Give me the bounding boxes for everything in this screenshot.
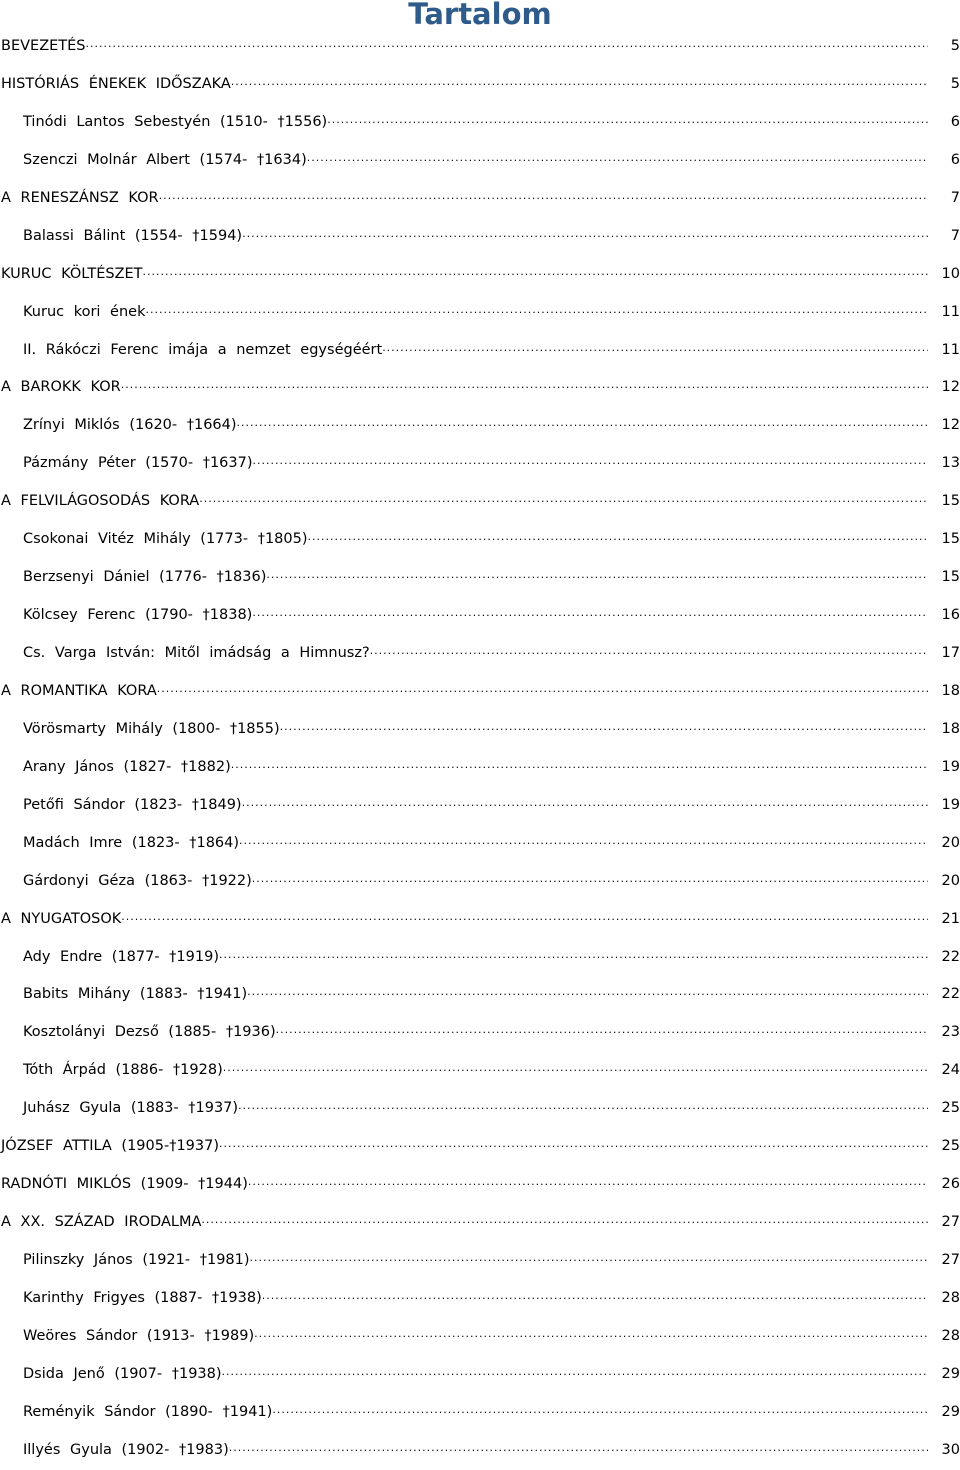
toc-page-number: 15 xyxy=(941,493,960,510)
toc-page-number: 22 xyxy=(941,948,960,965)
toc-entry-label: A XX. SZÁZAD IRODALMA xyxy=(1,1214,202,1231)
toc-entry-label: Gárdonyi Géza (1863- †1922) xyxy=(23,872,252,889)
toc-entry-label: Pázmány Péter (1570- †1637) xyxy=(23,455,253,472)
toc-subsection-entry[interactable] xyxy=(0,559,960,597)
toc-entry-label: Balassi Bálint (1554- †1594) xyxy=(23,227,243,244)
toc-entry-label: Kuruc kori ének xyxy=(23,303,146,320)
toc-section-entry[interactable] xyxy=(0,673,960,711)
toc-page-number: 27 xyxy=(941,1252,960,1268)
toc-dot-leader xyxy=(86,38,928,50)
toc-dot-leader xyxy=(219,1138,928,1150)
toc-dot-leader xyxy=(307,152,928,164)
toc-entry-label: Zrínyi Miklós (1620- †1664) xyxy=(23,417,237,434)
toc-dot-leader xyxy=(159,190,928,202)
toc-section-entry[interactable] xyxy=(0,1166,960,1204)
toc-dot-leader xyxy=(121,911,928,923)
toc-entry-label: Berzsenyi Dániel (1776- †1836) xyxy=(23,569,267,586)
toc-subsection-entry[interactable] xyxy=(0,863,960,901)
toc-entry-label: Juhász Gyula (1883- †1937) xyxy=(23,1100,239,1117)
toc-dot-leader xyxy=(247,986,928,998)
toc-subsection-entry[interactable] xyxy=(0,332,960,370)
toc-entry-label: BEVEZETÉS xyxy=(1,38,86,54)
toc-entry-label: A RENESZÁNSZ KOR xyxy=(1,189,159,206)
toc-entry-label: Babits Mihány (1883- †1941) xyxy=(23,986,248,1003)
toc-section-entry[interactable] xyxy=(0,901,960,939)
toc-page-number: 15 xyxy=(941,531,960,548)
toc-entry-label: Karinthy Frigyes (1887- †1938) xyxy=(23,1289,262,1306)
toc-dot-leader xyxy=(199,493,928,505)
toc-subsection-entry[interactable] xyxy=(0,1052,960,1090)
toc-page-number: 23 xyxy=(941,1024,960,1041)
toc-subsection-entry[interactable] xyxy=(0,407,960,445)
toc-dot-leader xyxy=(254,1328,928,1340)
toc-page-number: 13 xyxy=(941,455,960,472)
toc-dot-leader xyxy=(272,1404,928,1416)
toc-page-number: 18 xyxy=(941,682,960,699)
toc-subsection-entry[interactable] xyxy=(0,1432,960,1470)
toc-dot-leader xyxy=(239,835,928,847)
toc-dot-leader xyxy=(382,342,928,354)
toc-entry-label: Madách Imre (1823- †1864) xyxy=(23,834,240,851)
toc-dot-leader xyxy=(266,569,928,581)
toc-entry-label: Arany János (1827- †1882) xyxy=(23,758,231,775)
toc-entry-label: Pilinszky János (1921- †1981) xyxy=(23,1252,250,1268)
toc-section-entry[interactable] xyxy=(0,28,960,66)
toc-entry-label: Tóth Árpád (1886- †1928) xyxy=(23,1062,223,1079)
toc-entry-label: Cs. Varga István: Mitől imádság a Himnusz? xyxy=(23,645,370,661)
toc-entry-label: JÓZSEF ATTILA (1905-†1937) xyxy=(1,1138,220,1155)
toc-subsection-entry[interactable] xyxy=(0,1242,960,1280)
toc-page-number: 29 xyxy=(941,1403,960,1420)
toc-dot-leader xyxy=(327,114,928,126)
toc-subsection-entry[interactable] xyxy=(0,142,960,180)
toc-dot-leader xyxy=(222,1366,928,1378)
toc-subsection-entry[interactable] xyxy=(0,787,960,825)
toc-dot-leader xyxy=(121,379,928,391)
toc-page-number: 6 xyxy=(950,151,960,168)
toc-subsection-entry[interactable] xyxy=(0,1090,960,1128)
toc-dot-leader xyxy=(229,1442,928,1454)
toc-section-entry[interactable] xyxy=(0,1128,960,1166)
toc-subsection-entry[interactable] xyxy=(0,939,960,977)
toc-subsection-entry[interactable] xyxy=(0,1318,960,1356)
toc-entry-label: II. Rákóczi Ferenc imája a nemzet egységéért xyxy=(23,341,383,358)
toc-dot-leader xyxy=(242,797,928,809)
toc-dot-leader xyxy=(219,949,928,961)
toc-entry-label: Szenczi Molnár Albert (1574- †1634) xyxy=(23,151,307,168)
toc-dot-leader xyxy=(280,721,928,733)
toc-section-entry[interactable] xyxy=(0,66,960,104)
toc-page-number: 11 xyxy=(941,303,960,320)
toc-page-number: 18 xyxy=(941,720,960,737)
toc-dot-leader xyxy=(157,683,928,695)
toc-subsection-entry[interactable] xyxy=(0,711,960,749)
toc-dot-leader xyxy=(143,266,928,278)
toc-page-number: 15 xyxy=(941,569,960,586)
toc-entry-label: KURUC KÖLTÉSZET xyxy=(1,265,143,282)
toc-subsection-entry[interactable] xyxy=(0,218,960,256)
toc-dot-leader xyxy=(238,1100,928,1112)
toc-entry-label: Kosztolányi Dezső (1885- †1936) xyxy=(23,1024,276,1041)
toc-page-number: 17 xyxy=(941,645,960,661)
toc-dot-leader xyxy=(276,1024,928,1036)
toc-subsection-entry[interactable] xyxy=(0,104,960,142)
toc-page-number: 10 xyxy=(941,265,960,282)
toc-entry-label: HISTÓRIÁS ÉNEKEK IDŐSZAKA xyxy=(1,75,231,92)
toc-page-number: 7 xyxy=(950,189,960,206)
toc-dot-leader xyxy=(252,873,928,885)
toc-entry-label: A BAROKK KOR xyxy=(1,379,121,396)
toc-section-entry[interactable] xyxy=(0,369,960,407)
toc-section-entry[interactable] xyxy=(0,180,960,218)
toc-page-number: 25 xyxy=(941,1100,960,1117)
toc-page-number: 20 xyxy=(941,872,960,889)
toc-page-number: 22 xyxy=(941,986,960,1003)
toc-entry-label: Vörösmarty Mihály (1800- †1855) xyxy=(23,720,280,737)
toc-page-number: 12 xyxy=(941,417,960,434)
toc-entry-label: RADNÓTI MIKLÓS (1909- †1944) xyxy=(1,1176,248,1193)
toc-entry-label: Illyés Gyula (1902- †1983) xyxy=(23,1441,229,1458)
toc-entry-label: A FELVILÁGOSODÁS KORA xyxy=(1,493,200,510)
toc-dot-leader xyxy=(250,1252,928,1264)
toc-subsection-entry[interactable] xyxy=(0,1356,960,1394)
toc-entry-label: Petőfi Sándor (1823- †1849) xyxy=(23,796,242,813)
toc-page-number: 29 xyxy=(941,1365,960,1382)
toc-dot-leader xyxy=(201,1214,928,1226)
toc-page-number: 26 xyxy=(941,1176,960,1193)
toc-dot-leader xyxy=(242,228,928,240)
toc-entry-label: Kölcsey Ferenc (1790- †1838) xyxy=(23,607,253,624)
toc-dot-leader xyxy=(231,759,928,771)
toc-page-number: 12 xyxy=(941,379,960,396)
toc-section-entry[interactable] xyxy=(0,1204,960,1242)
toc-page-number: 5 xyxy=(950,38,960,54)
toc-page-number: 11 xyxy=(941,341,960,358)
toc-subsection-entry[interactable] xyxy=(0,976,960,1014)
toc-dot-leader xyxy=(308,531,928,543)
toc-subsection-entry[interactable] xyxy=(0,1280,960,1318)
toc-dot-leader xyxy=(252,607,928,619)
toc-dot-leader xyxy=(223,1062,928,1074)
toc-entry-label: Csokonai Vitéz Mihály (1773- †1805) xyxy=(23,531,308,548)
toc-subsection-entry[interactable] xyxy=(0,294,960,332)
toc-dot-leader xyxy=(370,645,928,657)
toc-page-number: 5 xyxy=(950,75,960,92)
toc-page-number: 7 xyxy=(950,227,960,244)
toc-page-number: 20 xyxy=(941,834,960,851)
toc-page-number: 27 xyxy=(941,1214,960,1231)
toc-section-entry[interactable] xyxy=(0,256,960,294)
toc-section-entry[interactable] xyxy=(0,483,960,521)
toc-page-number: 6 xyxy=(950,113,960,130)
toc-page-number: 16 xyxy=(941,607,960,624)
toc-entry-label: A NYUGATOSOK xyxy=(1,910,122,927)
toc-entry-label: A ROMANTIKA KORA xyxy=(1,682,157,699)
toc-dot-leader xyxy=(231,76,928,88)
toc-subsection-entry[interactable] xyxy=(0,521,960,559)
toc-subsection-entry[interactable] xyxy=(0,749,960,787)
toc-page-number: 24 xyxy=(941,1062,960,1079)
toc-dot-leader xyxy=(146,304,929,316)
toc-page-number: 19 xyxy=(941,758,960,775)
toc-subsection-entry[interactable] xyxy=(0,1394,960,1432)
toc-dot-leader xyxy=(253,455,928,467)
toc-page-number: 19 xyxy=(941,796,960,813)
toc-page-number: 30 xyxy=(941,1441,960,1458)
page-title: Tartalom xyxy=(408,0,552,31)
toc-page-number: 21 xyxy=(941,910,960,927)
toc-page-number: 28 xyxy=(941,1327,960,1344)
toc-dot-leader xyxy=(248,1176,928,1188)
toc-subsection-entry[interactable] xyxy=(0,1014,960,1052)
toc-subsection-entry[interactable] xyxy=(0,635,960,673)
toc-entry-label: Dsida Jenő (1907- †1938) xyxy=(23,1365,222,1382)
table-of-contents xyxy=(0,28,960,1470)
toc-dot-leader xyxy=(237,417,928,429)
toc-entry-label: Tinódi Lantos Sebestyén (1510- †1556) xyxy=(23,113,328,130)
toc-dot-leader xyxy=(262,1290,928,1302)
toc-entry-label: Ady Endre (1877- †1919) xyxy=(23,948,219,965)
toc-entry-label: Weöres Sándor (1913- †1989) xyxy=(23,1327,255,1344)
toc-subsection-entry[interactable] xyxy=(0,445,960,483)
toc-page-number: 25 xyxy=(941,1138,960,1155)
toc-entry-label: Reményik Sándor (1890- †1941) xyxy=(23,1403,273,1420)
toc-subsection-entry[interactable] xyxy=(0,597,960,635)
toc-page-number: 28 xyxy=(941,1289,960,1306)
toc-subsection-entry[interactable] xyxy=(0,825,960,863)
